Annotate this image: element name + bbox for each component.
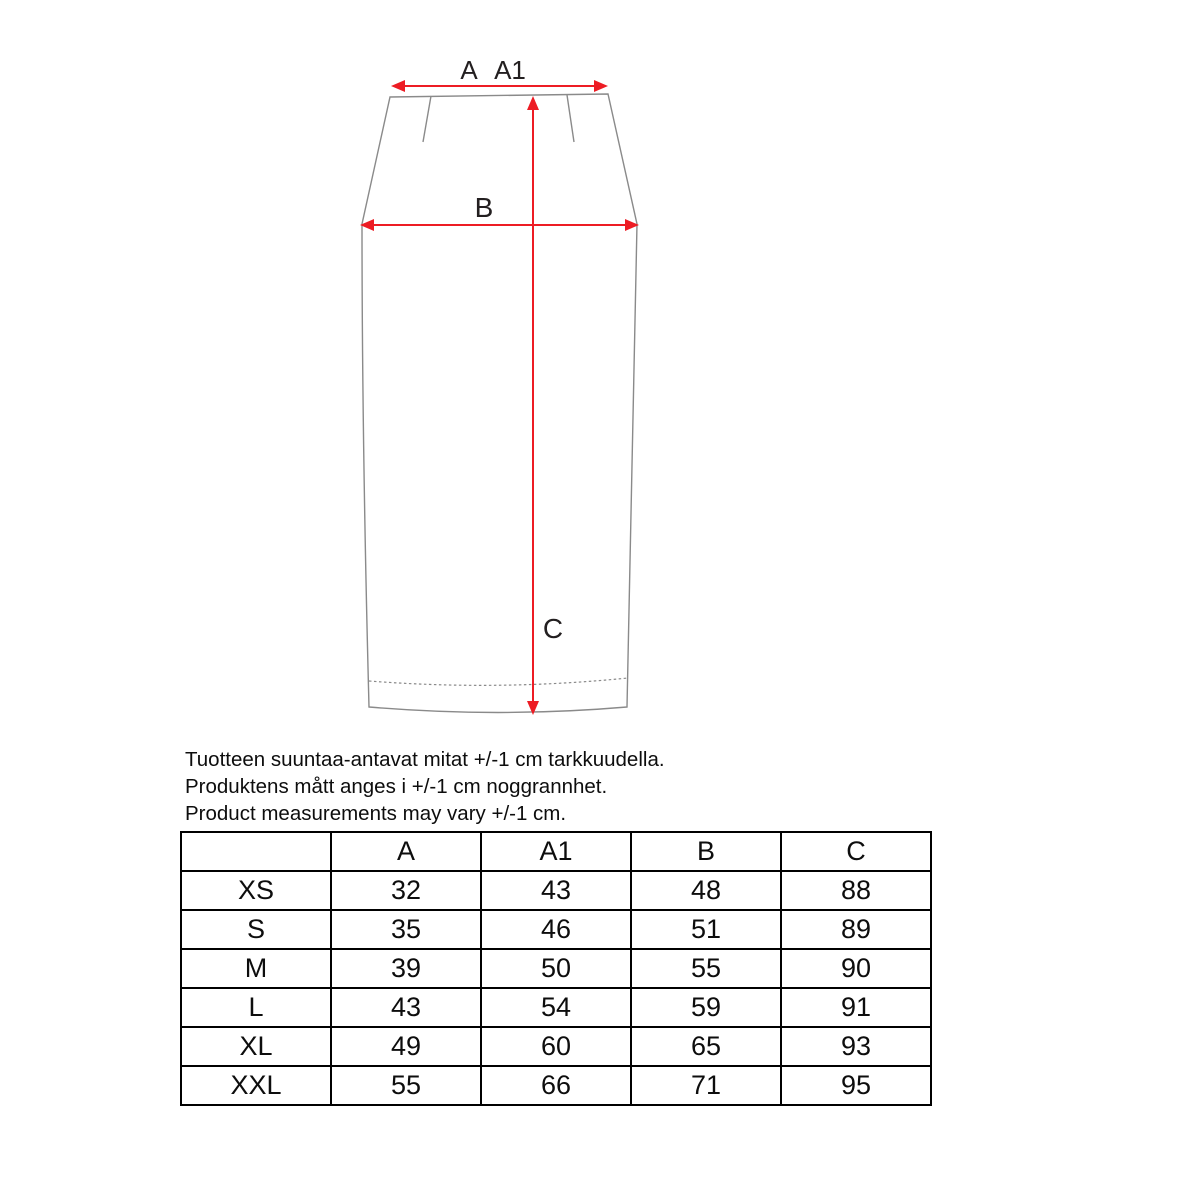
- header-cell-a1: A1: [481, 832, 631, 871]
- table-row: [181, 1027, 931, 1066]
- measure-label-a: A: [460, 55, 478, 85]
- table-row: [181, 1066, 931, 1105]
- value-cell: 60: [481, 1027, 631, 1066]
- measure-arrow-a-right-head: [594, 80, 608, 92]
- size-cell: S: [181, 910, 331, 949]
- value-cell: 46: [481, 910, 631, 949]
- value-cell: 65: [631, 1027, 781, 1066]
- size-cell: XXL: [181, 1066, 331, 1105]
- size-cell: L: [181, 988, 331, 1027]
- value-cell: 55: [631, 949, 781, 988]
- left-dart-line: [423, 96, 431, 142]
- header-cell-a: A: [331, 832, 481, 871]
- value-cell: 49: [331, 1027, 481, 1066]
- note-line-english: Product measurements may vary +/-1 cm.: [185, 802, 567, 825]
- table-row: [181, 910, 931, 949]
- right-dart-line: [567, 95, 574, 142]
- value-cell: 66: [481, 1066, 631, 1105]
- note-line-finnish: Tuotteen suuntaa-antavat mitat +/-1 cm tarkkuudella.: [185, 748, 665, 771]
- measure-label-c: C: [542, 613, 564, 644]
- value-cell: 59: [631, 988, 781, 1027]
- header-cell-c: C: [781, 832, 931, 871]
- measure-label-b: B: [474, 192, 494, 223]
- accuracy-notes: [185, 746, 665, 827]
- header-cell-b: B: [631, 832, 781, 871]
- measure-arrows-group: [360, 80, 639, 715]
- size-cell: XL: [181, 1027, 331, 1066]
- measure-label-a1: A1: [494, 55, 526, 85]
- value-cell: 93: [781, 1027, 931, 1066]
- value-cell: 39: [331, 949, 481, 988]
- measure-labels-group: [460, 55, 563, 644]
- value-cell: 43: [331, 988, 481, 1027]
- value-cell: 54: [481, 988, 631, 1027]
- value-cell: 71: [631, 1066, 781, 1105]
- value-cell: 88: [781, 871, 931, 910]
- table-header-row: [181, 832, 931, 871]
- header-cell-size: [181, 832, 331, 871]
- size-cell: M: [181, 949, 331, 988]
- value-cell: 91: [781, 988, 931, 1027]
- value-cell: 95: [781, 1066, 931, 1105]
- value-cell: 43: [481, 871, 631, 910]
- value-cell: 35: [331, 910, 481, 949]
- skirt-outline: [362, 94, 637, 713]
- note-line-swedish: Produktens mått anges i +/-1 cm noggrannhet.: [185, 775, 608, 798]
- measure-arrow-a-left-head: [391, 80, 405, 92]
- value-cell: 50: [481, 949, 631, 988]
- value-cell: 51: [631, 910, 781, 949]
- skirt-outline-group: [362, 94, 637, 713]
- hem-stitch-line: [369, 678, 628, 685]
- value-cell: 55: [331, 1066, 481, 1105]
- measure-arrow-c-bottom-head: [527, 701, 539, 715]
- size-table: [180, 831, 932, 1106]
- value-cell: 32: [331, 871, 481, 910]
- table-row: [181, 871, 931, 910]
- value-cell: 90: [781, 949, 931, 988]
- size-cell: XS: [181, 871, 331, 910]
- measure-arrow-c-top-head: [527, 96, 539, 110]
- table-row: [181, 949, 931, 988]
- value-cell: 89: [781, 910, 931, 949]
- value-cell: 48: [631, 871, 781, 910]
- table-row: [181, 988, 931, 1027]
